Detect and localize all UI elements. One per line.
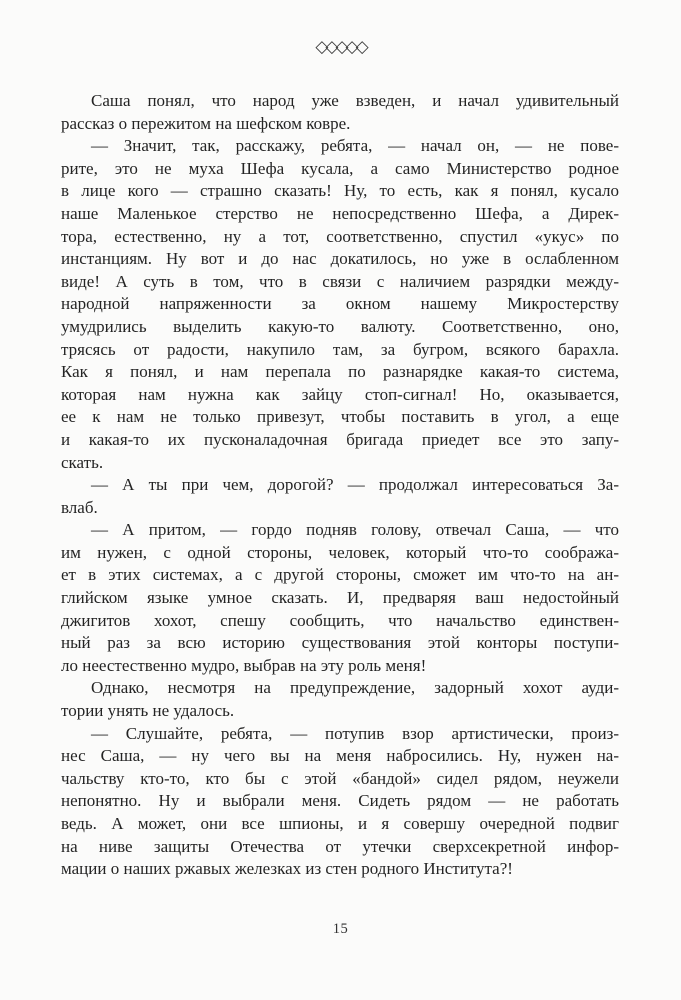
text-line: Саша понял, что народ уже взведен, и начал удивительный: [91, 91, 619, 110]
section-divider-ornament: ◇◇◇◇◇: [315, 37, 366, 56]
text-line: наше Маленькое стерство не непосредственно Шефа, а Дирек-: [61, 203, 619, 223]
text-line: — А притом, — гордо подняв голову, отвечал Саша, — что: [91, 520, 619, 540]
text-line: Однако, несмотря на предупреждение, задорный хохот ауди-: [91, 678, 619, 698]
body-text: [61, 90, 619, 881]
text-line: чальству кто-то, кто бы с этой «бандой» сидел рядом, неужели: [61, 768, 619, 788]
text-line: — Значит, так, расскажу, ребята, — начал он, — не пове-: [91, 136, 619, 156]
text-line: Как я понял, и нам перепала по разнарядке какая-то система,: [61, 362, 619, 382]
text-line: тора, естественно, ну а тот, соответственно, спустил «укус» по: [61, 226, 619, 246]
page-number: 15: [332, 921, 349, 937]
text-line: — Слушайте, ребята, — потупив взор артистически, произ-: [91, 723, 619, 743]
text-line: ведь. А может, они все шпионы, и я совершу очередной подвиг: [61, 814, 619, 833]
text-line: рите, это не муха Шефа кусала, а само Министерство родное: [61, 158, 619, 178]
text-line: которая нам нужна как зайцу стоп-сигнал! Но, оказывается,: [61, 384, 619, 404]
text-line: народной напряженности за окном нашему Микростерству: [61, 294, 619, 314]
text-line: рассказ о пережитом на шефском ковре.: [61, 113, 351, 133]
text-line: нес Саша, — ну чего вы на меня набросились. Ну, нужен на-: [61, 746, 619, 766]
text-line: скать.: [61, 452, 104, 472]
text-line: виде! А суть в том, что в связи с наличием разрядки между-: [61, 271, 619, 291]
text-line: умудрились выделить какую-то валюту. Соответственно, оно,: [61, 316, 619, 336]
text-line: ный раз за всю историю существования этой конторы поступи-: [61, 633, 619, 653]
text-line: на ниве защиты Отечества от утечки сверхсекретной инфор-: [61, 836, 619, 856]
text-line: ло неестественно мудро, выбрав на эту роль меня!: [61, 655, 427, 675]
text-line: и какая-то их пусконаладочная бригада приедет все это запу-: [61, 429, 619, 449]
text-line: в лице кого — страшно сказать! Ну, то есть, как я понял, кусало: [61, 181, 619, 201]
text-line: им нужен, с одной стороны, человек, который что-то сообража-: [61, 542, 619, 562]
text-line: тории унять не удалось.: [61, 701, 235, 721]
text-line: джигитов хохот, спешу сообщить, что начальство единствен-: [61, 610, 619, 630]
text-line: трясясь от радости, накупило там, за бугром, всякого барахла.: [61, 339, 619, 359]
text-line: непонятно. Ну и выбрали меня. Сидеть рядом — не работать: [61, 791, 619, 811]
text-line: глийском языке умное сказать. И, предваряя ваш недостойный: [61, 588, 619, 608]
text-line: ет в этих системах, а с другой стороны, сможет им что-то на ан-: [61, 565, 619, 585]
text-line: мации о наших ржавых железках из стен родного Института?!: [61, 859, 513, 879]
text-line: — А ты при чем, дорогой? — продолжал интересоваться За-: [91, 475, 619, 495]
text-line: ее к нам не только привезут, чтобы поставить в угол, а еще: [61, 407, 619, 427]
text-line: влаб.: [61, 497, 98, 517]
text-line: инстанциям. Ну вот и до нас докатилось, но уже в ослабленном: [61, 249, 619, 269]
